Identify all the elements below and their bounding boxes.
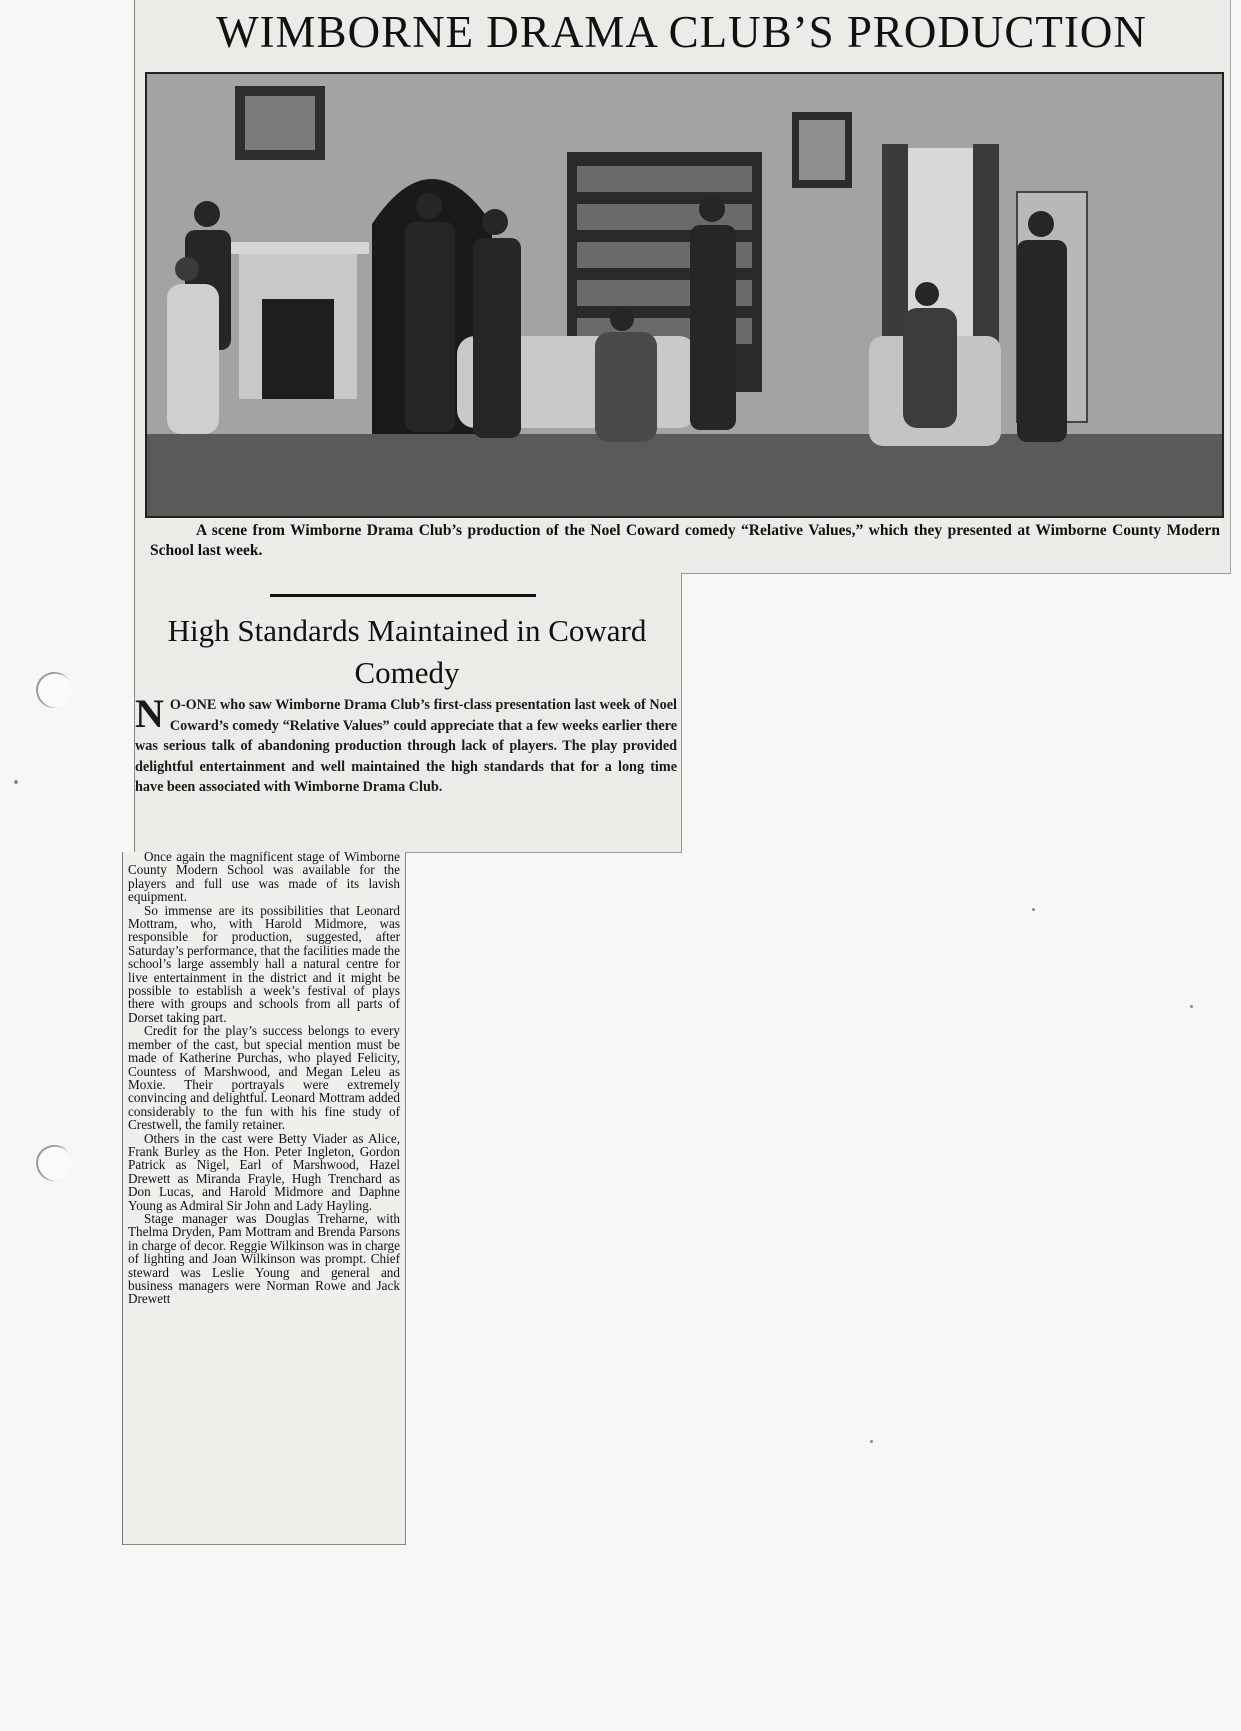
headline: WIMBORNE DRAMA CLUB’S PRODUCTION [216,7,1147,57]
paper-speck [870,1440,873,1443]
photo-caption-text: A scene from Wimborne Drama Club’s production of the Noel Coward comedy “Relative Values,” which they presented at Wimborne County Modern School last week. [150,522,1220,559]
paper-speck [14,780,18,784]
stage-scene-illustration [147,74,1222,516]
stage-photograph [145,72,1224,518]
body-paragraph: Others in the cast were Betty Viader as Alice, Frank Burley as the Hon. Peter Ingleton, Gordon Patrick as Nigel, Earl of Marshwood, Hazel Drewett as Miranda Frayle, Hugh Trenchard as Don Lucas, and Harold Midmore and Daphne Young as Admiral Sir John and Lady Hayling. [128,1130,400,1213]
paper-speck [1032,908,1035,911]
article-body-column [128,850,400,1306]
drop-cap: N [135,691,164,736]
lede-text: O-ONE who saw Wimborne Drama Club’s first-class presentation last week of Noel Coward’s comedy “Relative Values” could appreciate that a few weeks earlier there was serious talk of abandoning production through lack of players. The play provided delightful entertainment and well maintained the high standards that for a long time have been associated with Wimborne Drama Club. [135,697,677,795]
article-title: High Standards Maintained in Coward Comedy [167,613,647,690]
body-paragraph: Credit for the play’s success belongs to every member of the cast, but special mention must be made of Katherine Purchas, who played Felicity, Countess of Marshwood, and Megan Leleu as Moxie. Their portrayals were extremely convincing and delightful. Leonard Mottram added considerably to the fun with his fine study of Crestwell, the family retainer. [128,1023,400,1133]
body-paragraph: So immense are its possibilities that Leonard Mottram, who, with Harold Midmore, was responsible for production, suggested, after Saturday’s performance, that the facilities made the school’s large assembly hall a natural centre for live entertainment in the district and it might be possible to establish a week’s festival of plays there with groups and schools from all parts of Dorset taking part. [128,902,400,1025]
title-rule [270,594,536,597]
punch-hole-bottom [31,1140,77,1186]
body-paragraph: Once again the magnificent stage of Wimborne County Modern School was available for the players and full use was made of its lavish equipment. [128,849,400,905]
photo-caption [150,521,1220,561]
article-lede [135,691,677,798]
body-paragraph: Stage manager was Douglas Treharne, with Thelma Dryden, Pam Mottram and Brenda Parsons in charge of decor. Reggie Wilkinson was in charge of lighting and Joan Wilkinson was prompt. Chief steward was Leslie Young and general and business managers were Norman Rowe and Jack Drewett [128,1210,400,1307]
punch-hole-top [31,667,77,713]
paper-speck [1190,1005,1193,1008]
